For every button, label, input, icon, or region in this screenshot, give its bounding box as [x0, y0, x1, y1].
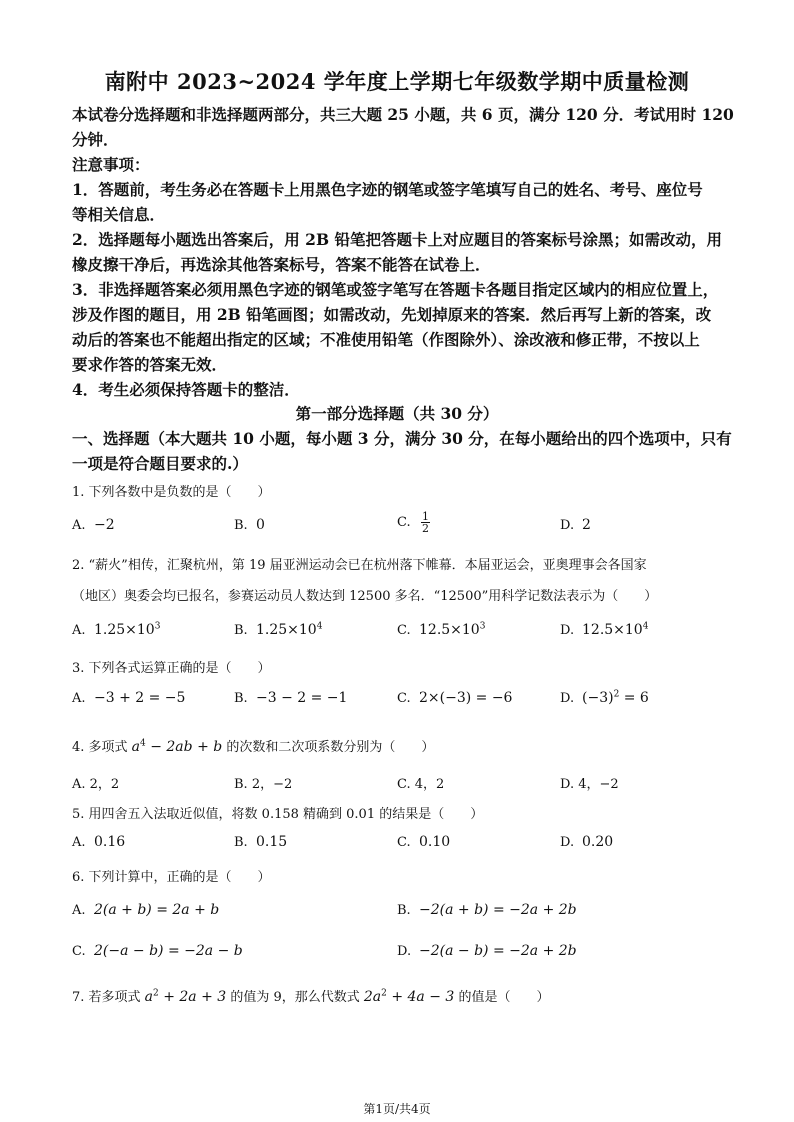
q1-option-c: C. $\frac{1}{2}$: [397, 510, 429, 535]
q5-option-c: C. 0.10: [397, 834, 451, 850]
q5-option-a: A. 0.16: [72, 834, 126, 850]
notice-3c: 动后的答案也不能超出指定的区域；不准使用铅笔（作图除外）、涂改液和修正带，不按以上: [72, 330, 700, 349]
notice-heading: 注意事项：: [72, 155, 150, 174]
q2-option-c: C. $12.5\times 10^3$: [397, 621, 486, 638]
question-7-stem: 7. 若多项式 $a^2 + 2a + 3$ 的值为 9，那么代数式 $2a^2 + 4a - 3$ 的值是（ ）: [72, 988, 550, 1005]
q3-option-a: A. −3 + 2 = −5: [72, 690, 186, 706]
question-2-stem-2: （地区）奥委会均已报名，参赛运动员人数达到 12500 多名．“12500”用科学记数法表示为（ ）: [72, 589, 658, 604]
q3-option-c: C. 2×(−3) = −6: [397, 690, 513, 706]
part1-instructions-1: 一、选择题（本大题共 10 小题，每小题 3 分，满分 30 分，在每小题给出的四个选项中，只有: [72, 429, 732, 448]
q6-option-c: C. 2(−a − b) = −2a − b: [72, 943, 243, 959]
q3-option-b: B. −3 − 2 = −1: [234, 690, 348, 706]
notice-3d: 要求作答的答案无效．: [72, 355, 228, 374]
notice-3a: 3．非选择题答案必须用黑色字迹的钢笔或签字笔写在答题卡各题目指定区域内的相应位置上，: [72, 280, 719, 299]
notice-2b: 橡皮擦干净后，再选涂其他答案标号，答案不能答在试卷上．: [72, 255, 491, 274]
q4-option-c: C. 4，2: [397, 777, 445, 792]
intro-line-2: 分钟．: [72, 130, 119, 149]
part1-instructions-2: 一项是符合题目要求的.）: [72, 454, 248, 473]
q4-option-d: D. 4，−2: [560, 777, 619, 792]
fraction-one-half: $\frac{1}{2}$: [422, 510, 429, 535]
q6-option-d: D. −2(a − b) = −2a + 2b: [397, 943, 577, 959]
question-2-stem-1: 2. “薪火”相传，汇聚杭州，第 19 届亚洲运动会已在杭州落下帷幕．本届亚运会，亚奥理事会各国家: [72, 558, 647, 573]
q1-option-a: A. −2: [72, 517, 115, 533]
intro-line-1: 本试卷分选择题和非选择题两部分，共三大题 25 小题，共 6 页，满分 120 分．考试用时 120: [72, 105, 734, 124]
notice-3b: 涉及作图的题目，用 2B 铅笔画图；如需改动，先划掉原来的答案．然后再写上新的答案，改: [72, 305, 712, 324]
exam-title: 南附中 2023~2024 学年度上学期七年级数学期中质量检测: [104, 69, 690, 94]
notice-1a: 1．答题前，考生务必在答题卡上用黑色字迹的钢笔或签字笔填写自己的姓名、考号、座位号: [72, 180, 703, 199]
notice-2a: 2．选择题每小题选出答案后，用 2B 铅笔把答题卡上对应题目的答案标号涂黑；如需改动，用: [72, 230, 722, 249]
question-6-stem: 6. 下列计算中，正确的是（ ）: [72, 870, 271, 885]
q1-option-d: D. 2: [560, 517, 591, 533]
q5-option-b: B. 0.15: [234, 834, 288, 850]
question-4-stem: 4. 多项式 $a^4 - 2ab + b$ 的次数和二次项系数分别为（ ）: [72, 738, 435, 755]
notice-1b: 等相关信息．: [72, 205, 166, 224]
q5-option-d: D. 0.20: [560, 834, 614, 850]
notice-4: 4．考生必须保持答题卡的整洁．: [72, 380, 300, 399]
page-footer: 第1页/共4页: [363, 1102, 431, 1116]
question-3-stem: 3. 下列各式运算正确的是（ ）: [72, 661, 271, 676]
q2-option-d: D. $12.5\times 10^4$: [560, 621, 649, 638]
q6-option-a: A. 2(a + b) = 2a + b: [72, 902, 220, 918]
q4-option-a: A. 2，2: [72, 777, 120, 792]
q2-option-a: A. $1.25\times 10^3$: [72, 621, 161, 638]
question-5-stem: 5. 用四舍五入法取近似值，将数 0.158 精确到 0.01 的结果是（ ）: [72, 807, 484, 822]
q4-option-b: B. 2，−2: [234, 777, 293, 792]
q6-option-b: B. −2(a + b) = −2a + 2b: [397, 902, 577, 918]
q1-option-b: B. 0: [234, 517, 265, 533]
q3-option-d: D. $(-3)^2 = 6$: [560, 689, 649, 706]
section-heading: 第一部分选择题（共 30 分）: [295, 404, 499, 423]
question-1-stem: 1. 下列各数中是负数的是（ ）: [72, 485, 271, 500]
q2-option-b: B. $1.25\times 10^4$: [234, 621, 323, 638]
